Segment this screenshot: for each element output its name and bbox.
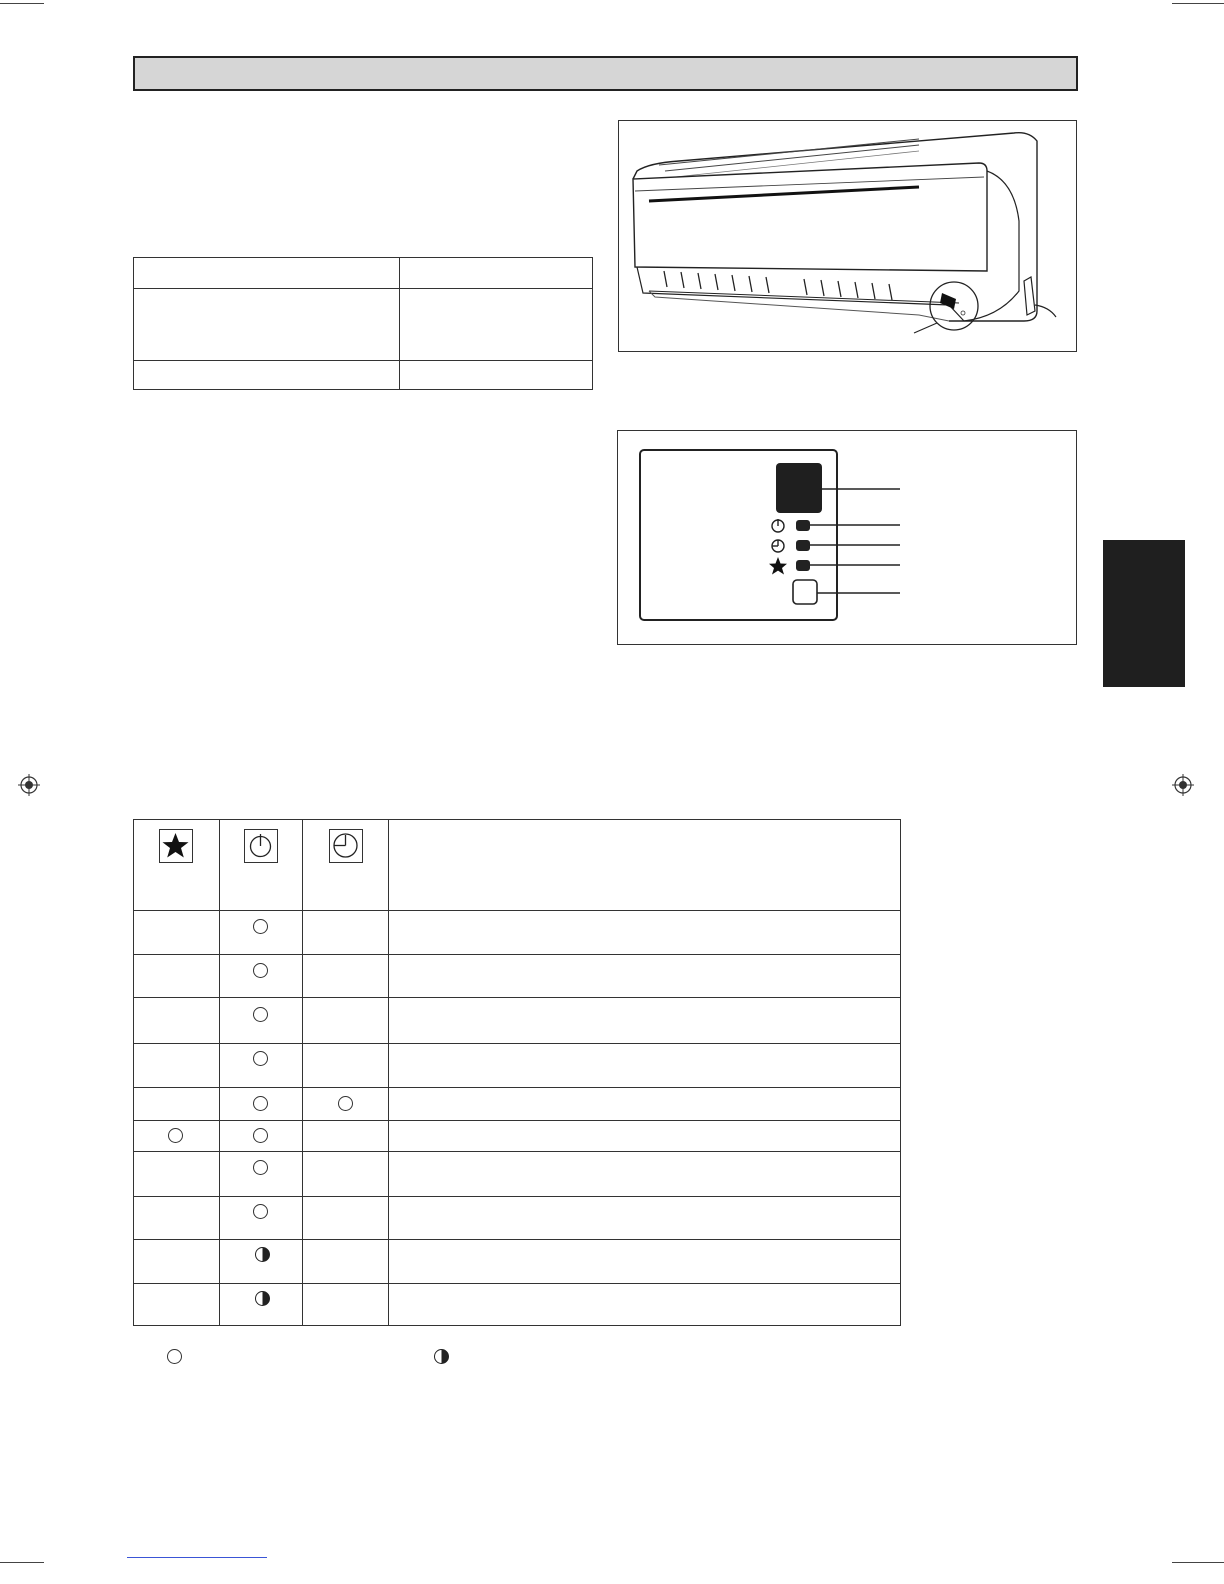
crop-mark-bottom-right [1172,1562,1224,1563]
spec-table [133,257,593,390]
indicator-on-icon [253,1007,268,1022]
table-row-divider [134,1151,900,1152]
indicator-on-icon [253,1160,268,1175]
indicator-on-icon [168,1128,183,1143]
chapter-side-tab [1103,540,1185,687]
spec-table-row-divider [134,288,592,289]
control-panel-diagram [618,431,1076,644]
indicator-on-icon [253,919,268,934]
table-column-divider [388,820,389,1325]
table-row-divider [134,1196,900,1197]
table-column-divider [302,820,303,1325]
display-window [776,463,822,513]
section-header-bar [133,56,1078,91]
table-row-divider [134,954,900,955]
indoor-unit-figure [618,120,1077,352]
table-row-divider [134,1043,900,1044]
indicator-on-icon [253,1051,268,1066]
star-icon [159,829,193,863]
air-conditioner-indoor-unit-icon [619,121,1076,351]
crop-mark-bottom-left [0,1562,44,1563]
registration-mark-right-icon [1172,774,1194,796]
indicator-on-icon [253,1096,268,1111]
control-panel-figure [617,430,1077,645]
indicator-on-icon [253,1128,268,1143]
power-icon [244,829,278,863]
indicator-on-icon [253,963,268,978]
table-row-divider [134,910,900,911]
indicator-blink-icon [255,1291,270,1306]
indicator-blink-icon [255,1247,270,1262]
indicator-status-table [133,819,901,1326]
indicator-on-icon [253,1204,268,1219]
legend-on-icon [167,1349,182,1364]
table-row-divider [134,1283,900,1284]
table-row-divider [134,1087,900,1088]
crop-mark-top-left [0,3,44,4]
table-row-divider [134,997,900,998]
registration-mark-left-icon [18,774,40,796]
auto-button [793,580,817,604]
spec-table-row-divider [134,360,592,361]
timer-clock-icon [329,829,363,863]
table-row-divider [134,1239,900,1240]
indicator-on-icon [338,1096,353,1111]
table-column-divider [219,820,220,1325]
footer-link-underline[interactable] [127,1557,267,1558]
table-row-divider [134,1120,900,1121]
crop-mark-top-right [1172,3,1224,4]
legend-blink-icon [434,1349,449,1364]
spec-table-column-divider [399,258,400,389]
